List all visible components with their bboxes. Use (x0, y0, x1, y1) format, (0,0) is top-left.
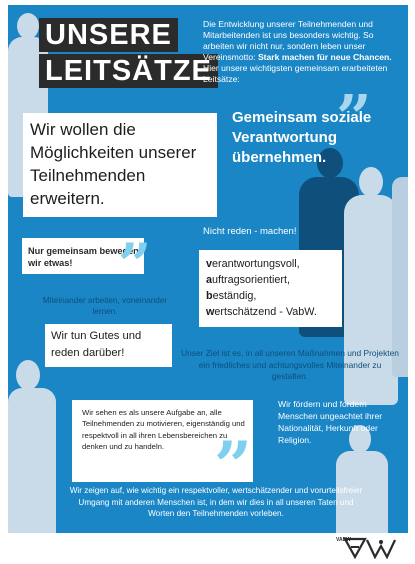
intro-text (203, 19, 403, 85)
card-values (199, 250, 342, 327)
intro-before: Die Entwicklung unserer Teilnehmenden und Mitarbeitenden ist uns besonders wichtig. So arbeiten wir nicht nur, sondern leben unser Vereinsmotto: (203, 19, 374, 62)
quote-mark-1: ” (336, 81, 372, 154)
value-item-2: auftragsorientiert, (206, 274, 291, 286)
intro-motto: Stark machen für neue Chancen. (257, 52, 392, 62)
vabw-logo (335, 537, 410, 559)
principle-promote: Wir fördern und fordern Menschen ungeachtet ihrer Nationalität, Herkunft oder Religion. (278, 399, 383, 445)
principle-do-not-talk: Nicht reden - machen! (203, 226, 297, 237)
card-good-deeds-text: Wir tun Gutes und reden darüber! (51, 330, 142, 359)
quote-mark-3: ” (214, 427, 252, 505)
quote-mark-2: ” (118, 231, 152, 299)
principle-work-together: Miteinander arbeiten, voneinander lernen. (42, 296, 168, 316)
card-opportunities (23, 113, 217, 217)
principle-social-responsibility: Gemeinsam soziale Verantwortung übernehmen. (232, 109, 372, 166)
value-item-1: verantwortungsvoll, (206, 258, 300, 270)
card-together-text: Nur gemeinsam bewegen wir etwas! (28, 246, 139, 268)
card-opportunities-text: Wir wollen die Möglichkeiten unserer Teilnehmenden erweitern. (30, 120, 197, 208)
title-line-2: LEITSÄTZE (39, 54, 218, 88)
principle-respect: Wir zeigen auf, wie wichtig ein respektvoller, wertschätzender und vorurteilsfreier Umgang mit anderen Menschen ist, in dem wir dies in all unseren Taten und Worten den Teilnehmenden vorleben. (69, 486, 363, 518)
intro-after: Hier unsere wichtigsten gemeinsam erarbeiteten Leitsätze: (203, 63, 388, 84)
principle-goal: Unser Ziel ist es, in all unseren Maßnahmen und Projekten ein friedliches und achtungsvolles Miteinander zu gestalten. (181, 348, 399, 381)
card-task-text: Wir sehen es als unsere Aufgabe an, alle Teilnehmenden zu motivieren, eigenständig und respektvoll in all ihren Lebensbereichen zu denken und zu handeln. (82, 408, 245, 451)
value-item-4: wertschätzend - VabW. (206, 306, 317, 318)
card-good-deeds (45, 324, 172, 367)
poster (8, 5, 408, 533)
vabw-logo-text: VABW (336, 537, 351, 543)
values-list (206, 256, 342, 320)
title-line-1: UNSERE (39, 18, 178, 52)
value-item-3: beständig, (206, 290, 257, 302)
